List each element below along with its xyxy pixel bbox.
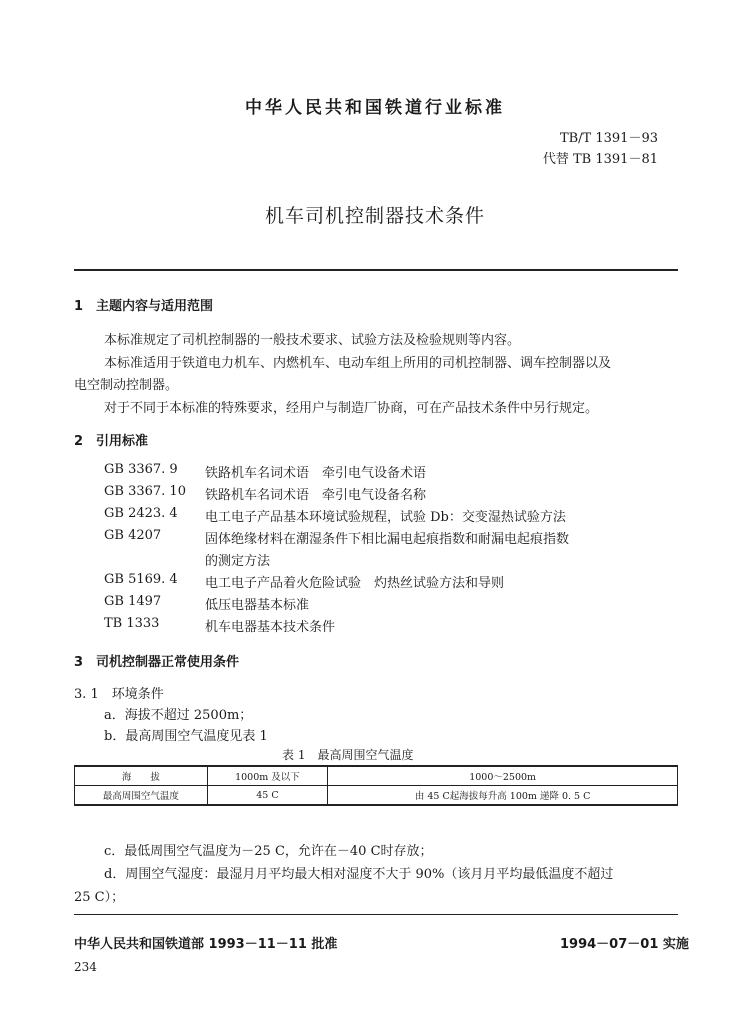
ref-name: 铁路机车名词术语 牵引电气设备名称 [205, 488, 427, 503]
ref-code: GB 4207 [104, 528, 162, 543]
ref-code: GB 2423. 4 [104, 506, 178, 521]
ref-code: TB 1333 [104, 616, 160, 631]
subsection-3-1-heading: 3. 1 环境条件 [74, 687, 164, 702]
section-1-para-3: 对于不同于本标准的特殊要求，经用户与制造厂协商，可在产品技术条件中另行规定。 [104, 401, 599, 416]
section-1-heading: 1 主题内容与适用范围 [74, 299, 214, 314]
ref-name: 机车电器基本技术条件 [205, 620, 336, 635]
replaces-standard: 代替 TB 1391－81 [542, 152, 658, 167]
org-title: 中华人民共和国铁道行业标准 [245, 98, 505, 118]
document-title: 机车司机控制器技术条件 [264, 205, 485, 227]
table-row [75, 766, 678, 786]
section-2-heading: 2 引用标准 [74, 434, 149, 449]
standard-number: TB/T 1391－93 [559, 131, 658, 146]
table-cell: 海 拔 [75, 766, 208, 786]
item-b: b．最高周围空气温度见表 1 [104, 729, 268, 744]
ref-code: GB 5169. 4 [104, 572, 178, 587]
table-cell: 由 45 C起海拔每升高 100m 递降 0. 5 C [328, 786, 678, 806]
table-cell: 1000m 及以下 [207, 766, 328, 786]
table-cell: 1000～2500m [328, 766, 678, 786]
ref-name: 的测定方法 [205, 554, 271, 569]
section-3-heading: 3 司机控制器正常使用条件 [74, 655, 240, 670]
ref-name: 铁路机车名词术语 牵引电气设备术语 [205, 466, 427, 481]
max-temperature-table [74, 765, 678, 806]
item-a: a．海拔不超过 2500m； [104, 708, 253, 723]
section-1-para-1: 本标准规定了司机控制器的一般技术要求、试验方法及检验规则等内容。 [104, 333, 521, 348]
implementation-line: 1994－07－01 实施 [560, 937, 689, 952]
table-row [75, 786, 678, 806]
item-c: c．最低周围空气温度为－25 C，允许在－40 C时存放； [104, 844, 433, 859]
ref-name: 低压电器基本标准 [205, 598, 310, 613]
approval-line: 中华人民共和国铁道部 1993－11－11 批准 [74, 937, 338, 952]
ref-code: GB 3367. 10 [104, 484, 186, 499]
page-number: 234 [74, 960, 97, 974]
ref-name: 电工电子产品着火危险试验 灼热丝试验方法和导则 [205, 576, 505, 591]
section-1-para-2b: 电空制动控制器。 [74, 378, 179, 393]
table-cell: 最高周围空气温度 [75, 786, 208, 806]
item-d-line-1: d．周围空气湿度：最湿月月平均最大相对湿度不大于 90%（该月月平均最低温度不超过 [104, 867, 614, 882]
ref-code: GB 3367. 9 [104, 462, 178, 477]
table-caption: 表 1 最高周围空气温度 [282, 748, 414, 762]
section-1-para-2a: 本标准适用于铁道电力机车、内燃机车、电动车组上所用的司机控制器、调车控制器以及 [104, 356, 612, 371]
ref-code: GB 1497 [104, 594, 162, 609]
ref-name: 固体绝缘材料在潮湿条件下相比漏电起痕指数和耐漏电起痕指数 [205, 532, 570, 547]
ref-name: 电工电子产品基本环境试验规程，试验 Db：交变湿热试验方法 [205, 510, 566, 525]
table-cell: 45 C [207, 786, 328, 806]
item-d-line-2: 25 C）； [74, 890, 125, 905]
header-rule [74, 269, 678, 271]
footer-rule [74, 914, 678, 915]
